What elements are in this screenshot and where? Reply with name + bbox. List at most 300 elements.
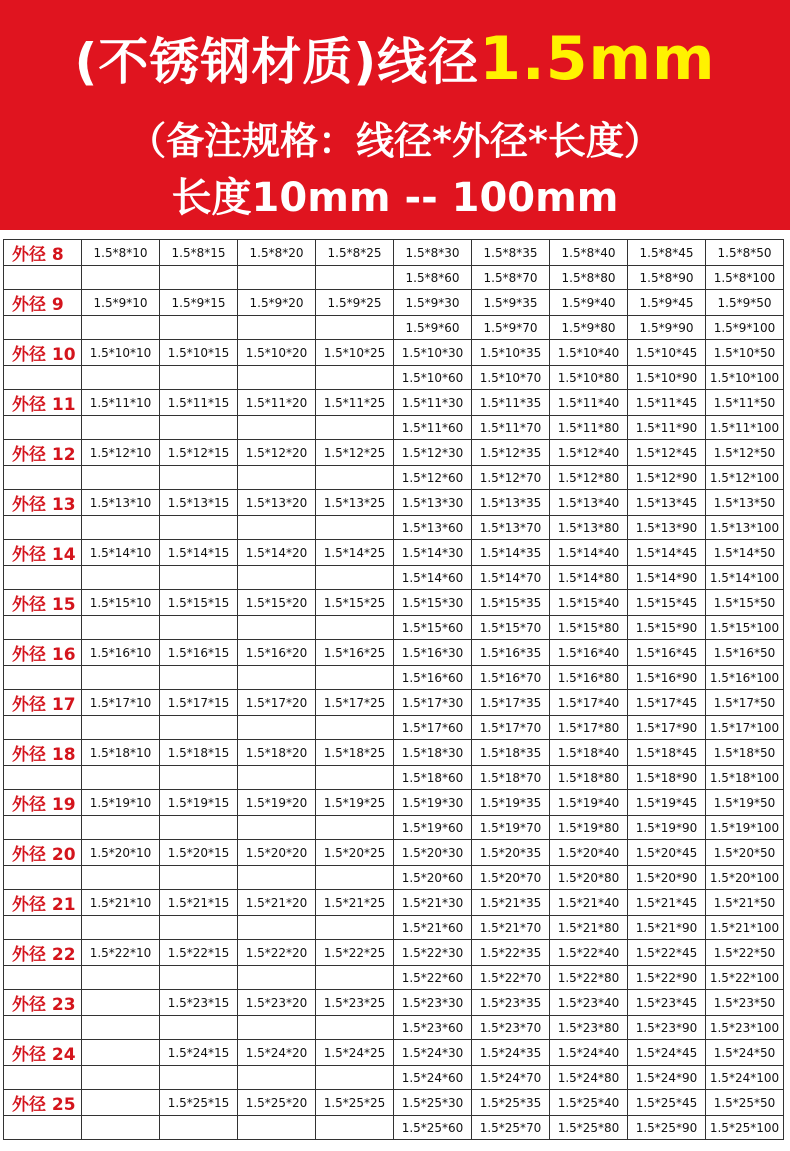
spec-cell: 1.5*24*90 bbox=[628, 1066, 706, 1090]
spec-cell bbox=[82, 566, 160, 590]
spec-cell bbox=[82, 466, 160, 490]
spec-cell: 1.5*22*25 bbox=[316, 940, 394, 966]
spec-cell bbox=[160, 416, 238, 440]
spec-cell: 1.5*25*90 bbox=[628, 1116, 706, 1140]
spec-cell: 1.5*23*35 bbox=[472, 990, 550, 1016]
spec-cell: 1.5*15*40 bbox=[550, 590, 628, 616]
table-row bbox=[4, 940, 784, 966]
spec-cell: 1.5*13*45 bbox=[628, 490, 706, 516]
spec-cell: 1.5*14*90 bbox=[628, 566, 706, 590]
spec-cell: 1.5*15*20 bbox=[238, 590, 316, 616]
spec-cell: 1.5*8*100 bbox=[706, 266, 784, 290]
spec-cell: 1.5*16*45 bbox=[628, 640, 706, 666]
row-label-empty bbox=[4, 866, 82, 890]
spec-cell: 1.5*12*15 bbox=[160, 440, 238, 466]
table-row bbox=[4, 1016, 784, 1040]
spec-cell bbox=[316, 1066, 394, 1090]
spec-cell: 1.5*22*80 bbox=[550, 966, 628, 990]
table-row bbox=[4, 790, 784, 816]
spec-cell: 1.5*21*90 bbox=[628, 916, 706, 940]
spec-cell: 1.5*17*25 bbox=[316, 690, 394, 716]
row-label-outer-diameter: 外径 23 bbox=[4, 990, 82, 1016]
spec-cell bbox=[82, 916, 160, 940]
row-label-empty bbox=[4, 666, 82, 690]
spec-cell: 1.5*18*80 bbox=[550, 766, 628, 790]
spec-cell: 1.5*15*45 bbox=[628, 590, 706, 616]
spec-cell: 1.5*21*10 bbox=[82, 890, 160, 916]
spec-cell: 1.5*12*25 bbox=[316, 440, 394, 466]
spec-cell: 1.5*20*70 bbox=[472, 866, 550, 890]
table-row bbox=[4, 316, 784, 340]
spec-cell bbox=[316, 766, 394, 790]
spec-cell: 1.5*23*40 bbox=[550, 990, 628, 1016]
spec-cell: 1.5*11*20 bbox=[238, 390, 316, 416]
spec-cell: 1.5*21*45 bbox=[628, 890, 706, 916]
spec-cell bbox=[160, 716, 238, 740]
table-row bbox=[4, 1090, 784, 1116]
spec-cell: 1.5*22*20 bbox=[238, 940, 316, 966]
spec-cell: 1.5*23*100 bbox=[706, 1016, 784, 1040]
row-label-empty bbox=[4, 1016, 82, 1040]
spec-cell: 1.5*22*50 bbox=[706, 940, 784, 966]
spec-cell: 1.5*8*15 bbox=[160, 240, 238, 266]
spec-cell: 1.5*19*50 bbox=[706, 790, 784, 816]
table-row bbox=[4, 416, 784, 440]
spec-cell bbox=[316, 816, 394, 840]
row-label-outer-diameter: 外径 25 bbox=[4, 1090, 82, 1116]
banner-title bbox=[0, 22, 790, 94]
spec-cell: 1.5*25*25 bbox=[316, 1090, 394, 1116]
spec-cell: 1.5*24*40 bbox=[550, 1040, 628, 1066]
spec-cell: 1.5*16*60 bbox=[394, 666, 472, 690]
row-label-empty bbox=[4, 266, 82, 290]
spec-cell: 1.5*9*70 bbox=[472, 316, 550, 340]
spec-cell: 1.5*8*25 bbox=[316, 240, 394, 266]
spec-cell bbox=[82, 1016, 160, 1040]
spec-cell: 1.5*12*50 bbox=[706, 440, 784, 466]
spec-cell: 1.5*21*70 bbox=[472, 916, 550, 940]
row-label-empty bbox=[4, 466, 82, 490]
spec-cell: 1.5*17*45 bbox=[628, 690, 706, 716]
spec-cell: 1.5*18*25 bbox=[316, 740, 394, 766]
row-label-outer-diameter: 外径 21 bbox=[4, 890, 82, 916]
table-row bbox=[4, 690, 784, 716]
spec-cell: 1.5*12*30 bbox=[394, 440, 472, 466]
spec-cell bbox=[238, 466, 316, 490]
spec-cell: 1.5*18*60 bbox=[394, 766, 472, 790]
spec-cell: 1.5*22*45 bbox=[628, 940, 706, 966]
spec-cell bbox=[238, 416, 316, 440]
spec-cell: 1.5*24*45 bbox=[628, 1040, 706, 1066]
spec-cell: 1.5*16*80 bbox=[550, 666, 628, 690]
spec-cell: 1.5*13*90 bbox=[628, 516, 706, 540]
spec-cell: 1.5*22*90 bbox=[628, 966, 706, 990]
spec-cell: 1.5*18*45 bbox=[628, 740, 706, 766]
spec-cell: 1.5*18*70 bbox=[472, 766, 550, 790]
spec-cell: 1.5*11*80 bbox=[550, 416, 628, 440]
table-row bbox=[4, 1066, 784, 1090]
spec-cell: 1.5*12*40 bbox=[550, 440, 628, 466]
spec-cell: 1.5*18*90 bbox=[628, 766, 706, 790]
table-row bbox=[4, 966, 784, 990]
spec-cell: 1.5*20*80 bbox=[550, 866, 628, 890]
spec-cell: 1.5*15*60 bbox=[394, 616, 472, 640]
spec-cell: 1.5*19*100 bbox=[706, 816, 784, 840]
row-label-outer-diameter: 外径 14 bbox=[4, 540, 82, 566]
row-label-outer-diameter: 外径 16 bbox=[4, 640, 82, 666]
row-label-outer-diameter: 外径 22 bbox=[4, 940, 82, 966]
spec-cell: 1.5*19*45 bbox=[628, 790, 706, 816]
spec-cell: 1.5*24*25 bbox=[316, 1040, 394, 1066]
row-label-outer-diameter: 外径 12 bbox=[4, 440, 82, 466]
spec-cell: 1.5*13*100 bbox=[706, 516, 784, 540]
spec-cell: 1.5*20*45 bbox=[628, 840, 706, 866]
spec-cell: 1.5*22*35 bbox=[472, 940, 550, 966]
spec-cell: 1.5*16*70 bbox=[472, 666, 550, 690]
header-banner bbox=[0, 0, 790, 230]
spec-cell bbox=[82, 766, 160, 790]
spec-cell: 1.5*14*60 bbox=[394, 566, 472, 590]
spec-cell: 1.5*14*80 bbox=[550, 566, 628, 590]
spec-cell: 1.5*11*15 bbox=[160, 390, 238, 416]
table-row bbox=[4, 466, 784, 490]
spec-cell: 1.5*19*15 bbox=[160, 790, 238, 816]
spec-cell: 1.5*16*30 bbox=[394, 640, 472, 666]
table-row bbox=[4, 540, 784, 566]
spec-cell bbox=[160, 1066, 238, 1090]
spec-cell bbox=[160, 766, 238, 790]
spec-cell: 1.5*23*45 bbox=[628, 990, 706, 1016]
table-row bbox=[4, 716, 784, 740]
spec-cell: 1.5*18*15 bbox=[160, 740, 238, 766]
spec-cell: 1.5*22*60 bbox=[394, 966, 472, 990]
spec-cell: 1.5*24*60 bbox=[394, 1066, 472, 1090]
spec-cell bbox=[160, 1116, 238, 1140]
spec-cell: 1.5*14*30 bbox=[394, 540, 472, 566]
spec-cell: 1.5*13*15 bbox=[160, 490, 238, 516]
spec-cell: 1.5*18*100 bbox=[706, 766, 784, 790]
spec-cell bbox=[160, 1016, 238, 1040]
table-row bbox=[4, 766, 784, 790]
spec-cell: 1.5*12*35 bbox=[472, 440, 550, 466]
spec-cell: 1.5*15*100 bbox=[706, 616, 784, 640]
spec-cell bbox=[316, 366, 394, 390]
spec-cell: 1.5*13*30 bbox=[394, 490, 472, 516]
banner-title-main: (不锈钢材质)线径 bbox=[74, 33, 480, 91]
spec-cell: 1.5*12*70 bbox=[472, 466, 550, 490]
spec-cell bbox=[82, 716, 160, 740]
spec-cell bbox=[316, 266, 394, 290]
spec-cell bbox=[316, 566, 394, 590]
spec-cell bbox=[316, 516, 394, 540]
spec-cell: 1.5*10*15 bbox=[160, 340, 238, 366]
spec-cell bbox=[160, 466, 238, 490]
spec-cell: 1.5*8*80 bbox=[550, 266, 628, 290]
spec-cell: 1.5*23*25 bbox=[316, 990, 394, 1016]
spec-cell: 1.5*19*70 bbox=[472, 816, 550, 840]
table-row bbox=[4, 390, 784, 416]
spec-cell bbox=[82, 666, 160, 690]
spec-cell: 1.5*9*25 bbox=[316, 290, 394, 316]
spec-cell: 1.5*16*25 bbox=[316, 640, 394, 666]
spec-cell: 1.5*16*10 bbox=[82, 640, 160, 666]
banner-length-range: 长度10mm -- 100mm bbox=[171, 175, 619, 221]
spec-cell bbox=[316, 916, 394, 940]
spec-cell bbox=[160, 616, 238, 640]
table-row bbox=[4, 440, 784, 466]
row-label-empty bbox=[4, 766, 82, 790]
spec-cell bbox=[82, 616, 160, 640]
row-label-empty bbox=[4, 1116, 82, 1140]
spec-cell: 1.5*13*60 bbox=[394, 516, 472, 540]
spec-cell: 1.5*11*50 bbox=[706, 390, 784, 416]
spec-cell: 1.5*17*20 bbox=[238, 690, 316, 716]
spec-cell: 1.5*19*10 bbox=[82, 790, 160, 816]
spec-cell: 1.5*9*80 bbox=[550, 316, 628, 340]
spec-cell: 1.5*24*70 bbox=[472, 1066, 550, 1090]
spec-cell: 1.5*21*50 bbox=[706, 890, 784, 916]
spec-cell: 1.5*19*60 bbox=[394, 816, 472, 840]
spec-cell: 1.5*9*10 bbox=[82, 290, 160, 316]
spec-cell: 1.5*18*20 bbox=[238, 740, 316, 766]
spec-cell: 1.5*9*90 bbox=[628, 316, 706, 340]
spec-table-body bbox=[4, 240, 784, 1140]
spec-cell: 1.5*10*45 bbox=[628, 340, 706, 366]
spec-cell: 1.5*15*50 bbox=[706, 590, 784, 616]
spec-cell: 1.5*15*10 bbox=[82, 590, 160, 616]
spec-cell bbox=[82, 990, 160, 1016]
row-label-outer-diameter: 外径 8 bbox=[4, 240, 82, 266]
spec-cell: 1.5*8*10 bbox=[82, 240, 160, 266]
spec-table bbox=[3, 239, 784, 1140]
spec-cell bbox=[238, 966, 316, 990]
spec-cell: 1.5*22*15 bbox=[160, 940, 238, 966]
spec-cell: 1.5*17*30 bbox=[394, 690, 472, 716]
spec-cell: 1.5*9*45 bbox=[628, 290, 706, 316]
spec-cell: 1.5*8*45 bbox=[628, 240, 706, 266]
spec-cell bbox=[160, 816, 238, 840]
row-label-outer-diameter: 外径 24 bbox=[4, 1040, 82, 1066]
spec-cell: 1.5*19*40 bbox=[550, 790, 628, 816]
spec-cell: 1.5*17*90 bbox=[628, 716, 706, 740]
spec-cell: 1.5*15*15 bbox=[160, 590, 238, 616]
row-label-empty bbox=[4, 1066, 82, 1090]
spec-cell bbox=[238, 266, 316, 290]
spec-cell bbox=[238, 616, 316, 640]
spec-cell: 1.5*25*30 bbox=[394, 1090, 472, 1116]
spec-cell: 1.5*8*30 bbox=[394, 240, 472, 266]
spec-cell: 1.5*9*50 bbox=[706, 290, 784, 316]
spec-cell: 1.5*10*90 bbox=[628, 366, 706, 390]
spec-cell: 1.5*10*100 bbox=[706, 366, 784, 390]
spec-cell: 1.5*20*100 bbox=[706, 866, 784, 890]
spec-cell: 1.5*12*80 bbox=[550, 466, 628, 490]
spec-cell: 1.5*11*70 bbox=[472, 416, 550, 440]
spec-cell bbox=[238, 766, 316, 790]
spec-cell: 1.5*22*40 bbox=[550, 940, 628, 966]
spec-cell: 1.5*23*60 bbox=[394, 1016, 472, 1040]
spec-cell: 1.5*17*50 bbox=[706, 690, 784, 716]
spec-cell bbox=[238, 1066, 316, 1090]
spec-cell bbox=[82, 316, 160, 340]
spec-cell bbox=[316, 616, 394, 640]
spec-cell: 1.5*10*70 bbox=[472, 366, 550, 390]
spec-cell: 1.5*16*100 bbox=[706, 666, 784, 690]
row-label-outer-diameter: 外径 10 bbox=[4, 340, 82, 366]
spec-cell: 1.5*12*45 bbox=[628, 440, 706, 466]
spec-cell bbox=[238, 316, 316, 340]
spec-cell: 1.5*11*25 bbox=[316, 390, 394, 416]
spec-cell: 1.5*22*70 bbox=[472, 966, 550, 990]
spec-cell: 1.5*11*40 bbox=[550, 390, 628, 416]
spec-cell: 1.5*25*70 bbox=[472, 1116, 550, 1140]
spec-cell: 1.5*18*10 bbox=[82, 740, 160, 766]
spec-cell: 1.5*25*15 bbox=[160, 1090, 238, 1116]
row-label-empty bbox=[4, 566, 82, 590]
spec-cell: 1.5*11*35 bbox=[472, 390, 550, 416]
spec-cell bbox=[160, 916, 238, 940]
spec-cell: 1.5*8*20 bbox=[238, 240, 316, 266]
row-label-outer-diameter: 外径 17 bbox=[4, 690, 82, 716]
spec-cell: 1.5*17*60 bbox=[394, 716, 472, 740]
spec-cell bbox=[238, 516, 316, 540]
spec-cell: 1.5*11*60 bbox=[394, 416, 472, 440]
spec-cell bbox=[316, 1116, 394, 1140]
spec-cell: 1.5*9*15 bbox=[160, 290, 238, 316]
spec-cell: 1.5*24*50 bbox=[706, 1040, 784, 1066]
row-label-empty bbox=[4, 916, 82, 940]
spec-cell: 1.5*20*30 bbox=[394, 840, 472, 866]
spec-cell: 1.5*17*70 bbox=[472, 716, 550, 740]
spec-cell bbox=[160, 566, 238, 590]
spec-cell: 1.5*14*50 bbox=[706, 540, 784, 566]
row-label-empty bbox=[4, 516, 82, 540]
table-row bbox=[4, 666, 784, 690]
spec-cell: 1.5*24*20 bbox=[238, 1040, 316, 1066]
spec-cell bbox=[238, 666, 316, 690]
spec-cell bbox=[238, 816, 316, 840]
spec-cell: 1.5*21*35 bbox=[472, 890, 550, 916]
table-row bbox=[4, 566, 784, 590]
table-row bbox=[4, 590, 784, 616]
spec-cell: 1.5*16*20 bbox=[238, 640, 316, 666]
spec-cell bbox=[238, 866, 316, 890]
spec-cell: 1.5*24*80 bbox=[550, 1066, 628, 1090]
spec-cell: 1.5*12*100 bbox=[706, 466, 784, 490]
spec-cell: 1.5*22*100 bbox=[706, 966, 784, 990]
spec-cell: 1.5*17*35 bbox=[472, 690, 550, 716]
spec-cell: 1.5*14*45 bbox=[628, 540, 706, 566]
spec-cell: 1.5*21*40 bbox=[550, 890, 628, 916]
spec-cell: 1.5*14*70 bbox=[472, 566, 550, 590]
spec-cell: 1.5*23*90 bbox=[628, 1016, 706, 1040]
spec-cell: 1.5*20*20 bbox=[238, 840, 316, 866]
spec-cell: 1.5*23*70 bbox=[472, 1016, 550, 1040]
spec-cell: 1.5*19*20 bbox=[238, 790, 316, 816]
spec-cell: 1.5*20*90 bbox=[628, 866, 706, 890]
spec-cell: 1.5*13*10 bbox=[82, 490, 160, 516]
spec-cell: 1.5*16*40 bbox=[550, 640, 628, 666]
row-label-empty bbox=[4, 366, 82, 390]
row-label-outer-diameter: 外径 18 bbox=[4, 740, 82, 766]
spec-cell: 1.5*23*20 bbox=[238, 990, 316, 1016]
spec-cell: 1.5*21*60 bbox=[394, 916, 472, 940]
spec-cell: 1.5*15*30 bbox=[394, 590, 472, 616]
spec-cell: 1.5*17*40 bbox=[550, 690, 628, 716]
spec-cell: 1.5*12*20 bbox=[238, 440, 316, 466]
spec-cell: 1.5*21*80 bbox=[550, 916, 628, 940]
spec-cell: 1.5*14*25 bbox=[316, 540, 394, 566]
spec-cell: 1.5*9*60 bbox=[394, 316, 472, 340]
table-row bbox=[4, 916, 784, 940]
spec-cell bbox=[82, 266, 160, 290]
spec-cell: 1.5*8*60 bbox=[394, 266, 472, 290]
spec-cell: 1.5*25*100 bbox=[706, 1116, 784, 1140]
spec-cell bbox=[82, 866, 160, 890]
spec-cell: 1.5*21*100 bbox=[706, 916, 784, 940]
spec-cell bbox=[316, 466, 394, 490]
spec-cell: 1.5*19*80 bbox=[550, 816, 628, 840]
spec-cell: 1.5*16*15 bbox=[160, 640, 238, 666]
spec-cell: 1.5*11*10 bbox=[82, 390, 160, 416]
banner-note: （备注规格：线径*外径*长度） bbox=[128, 119, 662, 163]
spec-cell: 1.5*15*70 bbox=[472, 616, 550, 640]
row-label-empty bbox=[4, 966, 82, 990]
spec-cell: 1.5*10*40 bbox=[550, 340, 628, 366]
spec-cell: 1.5*19*90 bbox=[628, 816, 706, 840]
spec-cell bbox=[238, 1016, 316, 1040]
spec-cell: 1.5*21*25 bbox=[316, 890, 394, 916]
table-row bbox=[4, 890, 784, 916]
spec-cell: 1.5*17*10 bbox=[82, 690, 160, 716]
spec-cell: 1.5*23*30 bbox=[394, 990, 472, 1016]
spec-cell: 1.5*8*90 bbox=[628, 266, 706, 290]
table-row bbox=[4, 816, 784, 840]
banner-title-highlight: 1.5mm bbox=[479, 24, 716, 94]
spec-cell: 1.5*12*90 bbox=[628, 466, 706, 490]
spec-cell bbox=[238, 566, 316, 590]
spec-cell: 1.5*14*15 bbox=[160, 540, 238, 566]
spec-cell: 1.5*20*60 bbox=[394, 866, 472, 890]
row-label-outer-diameter: 外径 11 bbox=[4, 390, 82, 416]
spec-cell: 1.5*8*35 bbox=[472, 240, 550, 266]
spec-cell: 1.5*19*35 bbox=[472, 790, 550, 816]
spec-cell: 1.5*14*35 bbox=[472, 540, 550, 566]
spec-cell bbox=[316, 316, 394, 340]
spec-cell: 1.5*16*50 bbox=[706, 640, 784, 666]
spec-cell: 1.5*19*30 bbox=[394, 790, 472, 816]
spec-cell bbox=[316, 716, 394, 740]
spec-cell: 1.5*9*35 bbox=[472, 290, 550, 316]
spec-cell bbox=[238, 1116, 316, 1140]
row-label-outer-diameter: 外径 9 bbox=[4, 290, 82, 316]
spec-cell: 1.5*13*40 bbox=[550, 490, 628, 516]
spec-cell bbox=[82, 816, 160, 840]
spec-cell bbox=[82, 1090, 160, 1116]
row-label-outer-diameter: 外径 13 bbox=[4, 490, 82, 516]
spec-cell: 1.5*9*30 bbox=[394, 290, 472, 316]
spec-cell: 1.5*13*20 bbox=[238, 490, 316, 516]
spec-cell bbox=[316, 666, 394, 690]
spec-cell: 1.5*20*25 bbox=[316, 840, 394, 866]
spec-cell: 1.5*11*30 bbox=[394, 390, 472, 416]
table-row bbox=[4, 616, 784, 640]
row-label-empty bbox=[4, 416, 82, 440]
spec-cell: 1.5*13*25 bbox=[316, 490, 394, 516]
spec-cell: 1.5*8*50 bbox=[706, 240, 784, 266]
spec-cell bbox=[238, 916, 316, 940]
spec-cell: 1.5*24*30 bbox=[394, 1040, 472, 1066]
